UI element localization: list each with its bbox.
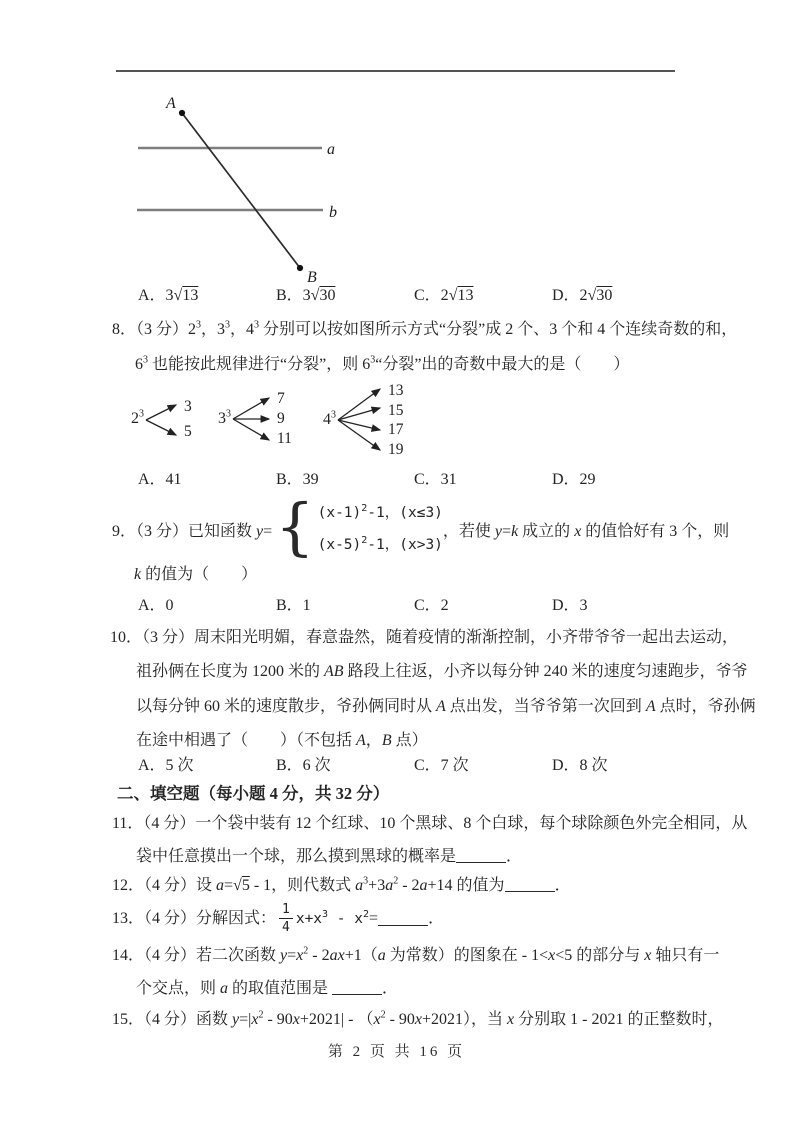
q8-option-c: C．31 <box>414 471 457 488</box>
q8-option-b: B．39 <box>276 471 319 488</box>
q10-text-line-3: 以每分钟 60 米的速度散步，爷孙俩同时从 A 点出发，当爷爷第一次回到 A 点时，爷孙俩 <box>136 698 756 715</box>
line-b-label: b <box>329 204 337 221</box>
q8-option-a: A．41 <box>138 471 182 488</box>
q8-split-node-2cubed <box>131 394 192 444</box>
q7-option-b: B．3√30 <box>276 287 336 304</box>
leaf-value: 15 <box>388 401 404 419</box>
split-base-2cubed: $2^3$ <box>131 408 144 427</box>
q8-options-row <box>0 466 793 490</box>
q9-prefix: 9．（3 分）已知函数 y= <box>112 522 273 540</box>
q10-option-a: A．5 次 <box>138 757 194 774</box>
q10-option-b: B．6 次 <box>276 757 331 774</box>
segment-AB <box>182 113 300 268</box>
q9-option-b: B．1 <box>276 597 311 614</box>
q8-text-line-2: $6^3$ 也能按此规律进行“分裂”，则 $6^3“$分裂”出的奇数中最大的是（ ） <box>135 354 630 373</box>
split-leaves-2cubed <box>184 394 192 444</box>
leaf-value: 3 <box>184 398 192 415</box>
q8-text-line-1: 8．（3 分）$2^3$，$3^3$，$4^3$ 分别可以按如图所示方式“分裂”成 2 个、3 个和 4 个连续奇数的和， <box>112 319 738 338</box>
q10-text-line-1: 10．（3 分）周末阳光明媚，春意盎然，随着疫情的渐渐控制，小齐带爷爷一起出去运动， <box>110 629 739 646</box>
q9-piecewise-cases <box>318 497 443 561</box>
leaf-value: 17 <box>388 421 404 438</box>
q7-option-d: D．2√30 <box>552 287 613 304</box>
split-arrows-3cubed <box>232 388 276 450</box>
split-base-3cubed: $3^3$ <box>218 408 231 427</box>
q9-function-line <box>112 492 729 566</box>
q9-option-a: A．0 <box>138 597 174 614</box>
q9-case-2: $(x-5)^2-1$，(x>3) <box>317 535 443 553</box>
top-divider <box>116 70 675 72</box>
point-A-label: A <box>166 95 176 112</box>
q9-text-line-2: k 的值为（ ） <box>134 566 258 583</box>
q10-options-row <box>0 752 793 776</box>
brace-left: { <box>275 490 315 563</box>
leaf-value: 9 <box>277 410 285 427</box>
q13-text-line: 13．（4 分）分解因式： $\frac{1}{4}$ $x+x^3 - x^2$ = ． <box>112 902 445 935</box>
point-B-dot <box>297 265 303 271</box>
leaf-value: 5 <box>184 423 192 440</box>
q7-options-row <box>0 282 793 306</box>
split-arrows-4cubed <box>337 380 387 460</box>
q10-text-line-4: 在途中相遇了（ ）（不包括 A，B 点） <box>136 732 428 749</box>
q12-text-line: 12．（4 分）设 a=√5 - 1，则代数式 $a^3+3a^2 - 2a+14$ 的值为 ． <box>112 875 571 894</box>
q7-option-c: C．2√13 <box>414 287 474 304</box>
q8-split-node-4cubed <box>323 380 404 460</box>
q11-text-line-2: 袋中任意摸出一个球，那么摸到黑球的概率是 ． <box>136 848 523 865</box>
q9-case-1: $(x-1)^2-1$，(x≤3) <box>317 503 443 521</box>
split-leaves-3cubed <box>277 389 292 449</box>
q9-options-row <box>0 592 793 616</box>
q14-text-line-2: 个交点，则 a 的取值范围是 ． <box>136 980 399 997</box>
q7-geometry-figure <box>133 90 348 290</box>
point-B-label: B <box>307 269 317 286</box>
q10-text-line-2: 祖孙俩在长度为 1200 米的 AB 路段上往返，小齐以每分钟 240 米的速度匀速跑步，爷爷 <box>136 663 748 680</box>
section-2-heading: 二、填空题（每小题 4 分，共 32 分） <box>117 784 390 803</box>
q9-option-c: C．2 <box>414 597 449 614</box>
q15-text-line: 15．（4 分）函数 $y=|x^2 - 90x+2021| - (x^2 - 90x+2021)$，当 x 分别取 1 - 2021 的正整数时， <box>112 1009 724 1028</box>
page-number-footer: 第 2 页 共 16 页 <box>327 1044 466 1060</box>
q10-option-c: C．7 次 <box>414 757 469 774</box>
leaf-value: 11 <box>277 430 292 447</box>
line-a-label: a <box>327 141 335 158</box>
split-base-4cubed: $4^3$ <box>323 409 336 428</box>
leaf-value: 19 <box>388 440 404 458</box>
split-leaves-4cubed <box>388 381 404 459</box>
q7-option-a: A．3√13 <box>138 287 199 304</box>
q8-split-node-3cubed <box>218 388 292 450</box>
split-arrows-2cubed <box>145 394 183 444</box>
q10-option-d: D．8 次 <box>552 757 608 774</box>
q11-text-line-1: 11．（4 分）一个袋中装有 12 个红球、10 个黑球、8 个白球，每个球除颜色外完全相同，从 <box>112 815 748 832</box>
point-A-dot <box>179 110 185 116</box>
q14-text-line-1: 14．（4 分）若二次函数 $y=x^2 - 2ax+1(a$ 为常数）的图象在 - 1<x<5 的部分与 x 轴只有一 <box>112 945 720 964</box>
q9-option-d: D．3 <box>552 597 588 614</box>
q9-suffix: ，若使 y=k 成立的 x 的值恰好有 3 个，则 <box>442 522 730 540</box>
q8-option-d: D．29 <box>552 471 596 488</box>
leaf-value: 13 <box>388 382 404 399</box>
leaf-value: 7 <box>277 390 285 407</box>
